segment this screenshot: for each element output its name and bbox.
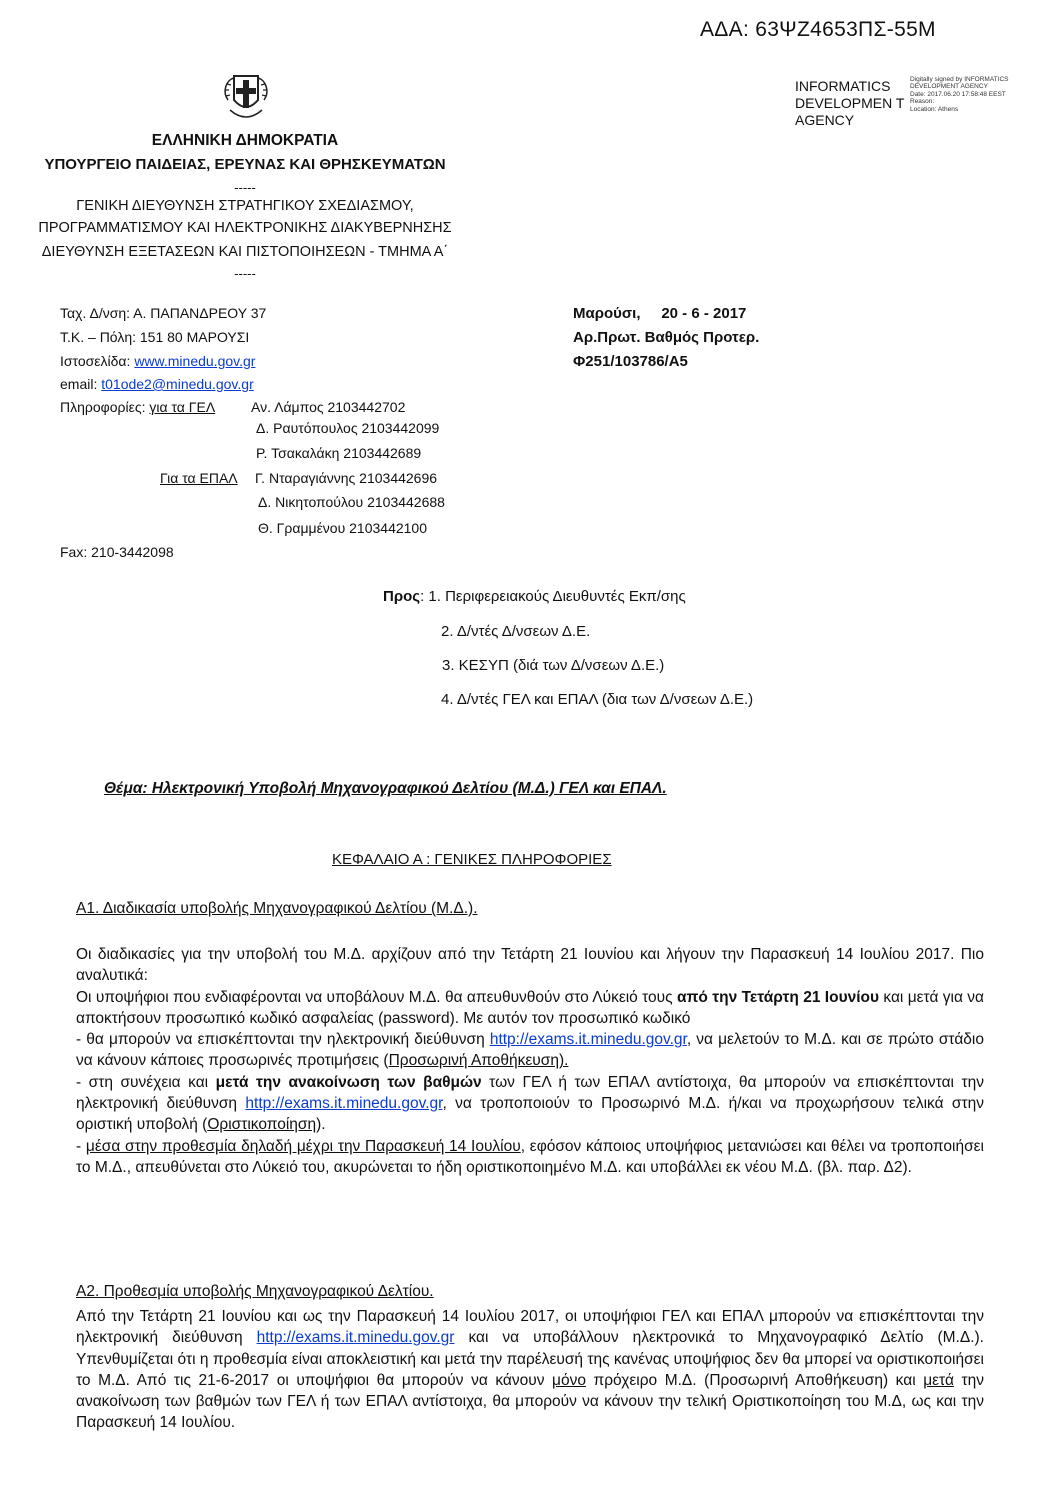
- recipient-2: 2. Δ/ντές Δ/νσεων Δ.Ε.: [441, 623, 591, 640]
- section-a1-title: Α1. Διαδικασία υποβολής Μηχανογραφικού Δελτίου (Μ.Δ.).: [76, 900, 478, 917]
- header-department: ΔΙΕΥΘΥΝΣΗ ΕΞΕΤΑΣΕΩΝ ΚΑΙ ΠΙΣΤΟΠΟΙΗΣΕΩΝ - ΤΜΗΜΑ Α΄: [41, 244, 449, 260]
- a1-paragraph-4: - στη συνέχεια και μετά την ανακοίνωση των βαθμών των ΓΕΛ ή των ΕΠΑΛ αντίστοιχα, θα μπορούν να επισκέπτονται την ηλεκτρονική διεύθυνση http://exams.it.minedu.gov.gr, να τροποποιούν το Προσωρινό Μ.Δ. ή/και να προχωρήσουν τελικά στην οριστική υποβολή (Οριστικοποίηση).: [76, 1073, 984, 1134]
- place-date: Μαρούσι, 20 - 6 - 2017: [573, 305, 747, 322]
- epal-contact-2: Δ. Νικητοπούλου 2103442688: [258, 494, 445, 510]
- a1-paragraph-2: Οι υποψήφιοι που ενδιαφέρονται να υποβάλουν Μ.Δ. θα απευθυνθούν στο Λύκειό τους από την Τετάρτη 21 Ιουνίου και μετά για να αποκτήσουν προσωπικό κωδικό ασφαλείας (password). Με αυτόν τον προσωπικό κωδικό: [76, 988, 985, 1027]
- contact-website: [60, 353, 255, 369]
- exams-url-link-3[interactable]: http://exams.it.minedu.gov.gr: [256, 1329, 455, 1347]
- gel-contact-1: Αν. Λάμπος 2103442702: [251, 399, 406, 415]
- info-label: Πληροφορίες:: [60, 399, 150, 415]
- protocol-number: Φ251/103786/Α5: [573, 353, 688, 370]
- a2-paragraph-1: Από την Τετάρτη 21 Ιουνίου και ως την Παρασκευή 14 Ιουλίου 2017, οι υποψήφιοι ΓΕΛ και ΕΠΑΛ μπορούν να επισκέπτονται την ηλεκτρονική διεύθυνση http://exams.it.minedu.gov.gr και να υποβάλλουν ηλεκτρονικά το Μηχανογραφικό Δελτίο (Μ.Δ.). Υπενθυμίζεται ότι η προθεσμία είναι αποκλειστική και μετά την παρέλευσή της κανένας υποψήφιος δεν θα μπορεί να οριστικοποιήσει το Μ.Δ. Από τις 21-6-2017 οι υποψήφιοι θα μπορούν να κάνουν μόνο πρόχειρο Μ.Δ. (Προσωρινή Αποθήκευση) και μετά την ανακοίνωση των βαθμών των ΓΕΛ ή των ΕΠΑΛ αντίστοιχα, θα μπορούν να κάνουν την τελική Οριστικοποίηση του Μ.Δ, ως και την Παρασκευή 14 Ιουλίου.: [76, 1308, 984, 1432]
- exams-url-link[interactable]: http://exams.it.minedu.gov.gr: [489, 1031, 687, 1049]
- header-republic: ΕΛΛΗΝΙΚΗ ΔΗΜΟΚΡΑΤΙΑ: [151, 132, 339, 149]
- signature-reason: Reason:: [910, 98, 935, 106]
- subject: Θέμα: Ηλεκτρονική Υποβολή Μηχανογραφικού Δελτίου (Μ.Δ.) ΓΕΛ και ΕΠΑΛ.: [104, 780, 667, 797]
- email-label: email:: [60, 376, 102, 392]
- header-general-directorate-2: ΠΡΟΓΡΑΜΜΑΤΙΣΜΟΥ ΚΑΙ ΗΛΕΚΤΡΟΝΙΚΗΣ ΔΙΑΚΥΒΕΡΝΗΣΗΣ: [38, 220, 452, 236]
- a1-paragraph-1: Οι διαδικασίες για την υποβολή του Μ.Δ. αρχίζουν από την Τετάρτη 21 Ιουνίου και λήγουν την Παρασκευή 14 Ιουλίου 2017. Πιο αναλυτικά:: [76, 946, 984, 985]
- protocol-label: Αρ.Πρωτ. Βαθμός Προτερ.: [573, 329, 760, 346]
- a1-paragraph-3: - θα μπορούν να επισκέπτονται την ηλεκτρονική διεύθυνση http://exams.it.minedu.gov.gr, να μελετούν το Μ.Δ. και σε πρώτο στάδιο να κάνουν κάποιες προσωρινές προτιμήσεις (Προσωρινή Αποθήκευση).: [76, 1031, 984, 1070]
- website-label: Ιστοσελίδα:: [60, 353, 135, 369]
- header-separator: -----: [234, 180, 256, 195]
- section-a1-body: [76, 944, 984, 1178]
- ada-code: ΑΔΑ: 63ΨΖ4653ΠΣ-55Μ: [700, 18, 936, 41]
- epal-contact-3: Θ. Γραμμένου 2103442100: [258, 520, 428, 536]
- section-a2-title: Α2. Προθεσμία υποβολής Μηχανογραφικού Δελτίου.: [76, 1283, 434, 1300]
- signature-date: Date: 2017.06.20 17:58:48 EEST: [910, 90, 1006, 98]
- chapter-title: ΚΕΦΑΛΑΙΟ Α : ΓΕΝΙΚΕΣ ΠΛΗΡΟΦΟΡΙΕΣ: [332, 851, 612, 868]
- gel-label: για τα ΓΕΛ: [149, 399, 216, 415]
- header-separator-2: -----: [234, 266, 256, 281]
- a1-paragraph-5: - μέσα στην προθεσμία δηλαδή μέχρι την Παρασκευή 14 Ιουλίου, εφόσον κάποιος υποψήφιος μετανιώσει και θέλει να τροποποιήσει το Μ.Δ., απευθύνεται στο Λύκειό του, ακυρώνεται το ήδη οριστικοποιημένο Μ.Δ. και υποβάλλει εκ νέου Μ.Δ. (βλ. παρ. Δ2).: [76, 1137, 984, 1176]
- contact-fax: Fax: 210-3442098: [60, 544, 174, 560]
- exams-url-link-2[interactable]: http://exams.it.minedu.gov.gr: [245, 1095, 443, 1113]
- section-a2-body: [76, 1306, 984, 1434]
- website-link[interactable]: www.minedu.gov.gr: [134, 353, 256, 369]
- recipient-3: 3. ΚΕΣΥΠ (διά των Δ/νσεων Δ.Ε.): [442, 657, 665, 674]
- gel-contact-2: Δ. Ραυτόπουλος 2103442099: [256, 420, 440, 436]
- header-general-directorate-1: ΓΕΝΙΚΗ ΔΙΕΥΘΥΝΣΗ ΣΤΡΑΤΗΓΙΚΟΥ ΣΧΕΔΙΑΣΜΟΥ,: [76, 198, 414, 214]
- recipient-1: [383, 588, 686, 605]
- email-link[interactable]: t01ode2@minedu.gov.gr: [101, 376, 254, 392]
- recipients-label: Προς: [383, 588, 421, 605]
- signature-details: [910, 76, 1010, 113]
- signature-location: Location: Athens: [910, 105, 959, 113]
- contact-address: Ταχ. Δ/νση: Α. ΠΑΠΑΝΔΡΕΟΥ 37: [60, 305, 267, 321]
- contact-city: Τ.Κ. – Πόλη: 151 80 ΜΑΡΟΥΣΙ: [60, 329, 250, 345]
- signature-org: INFORMATICS DEVELOPMEN T AGENCY: [795, 78, 905, 128]
- recipient-4: 4. Δ/ντές ΓΕΛ και ΕΠΑΛ (δια των Δ/νσεων Δ.Ε.): [441, 691, 754, 708]
- header-ministry: ΥΠΟΥΡΓΕΙΟ ΠΑΙΔΕΙΑΣ, ΕΡΕΥΝΑΣ ΚΑΙ ΘΡΗΣΚΕΥΜΑΤΩΝ: [44, 156, 446, 173]
- signature-signed-by: Digitally signed by INFORMATICS DEVELOPMENT AGENCY: [910, 76, 1009, 91]
- gel-contact-3: Ρ. Τσακαλάκη 2103442689: [256, 445, 422, 461]
- contact-info-label: [60, 399, 215, 415]
- contact-email: [60, 376, 254, 392]
- epal-contact-1: Γ. Νταραγιάννης 2103442696: [255, 470, 438, 486]
- recipient-1-text: : 1. Περιφερειακούς Διευθυντές Εκπ/σης: [420, 588, 686, 605]
- coat-of-arms-icon: [220, 70, 272, 125]
- epal-label: Για τα ΕΠΑΛ: [160, 470, 238, 486]
